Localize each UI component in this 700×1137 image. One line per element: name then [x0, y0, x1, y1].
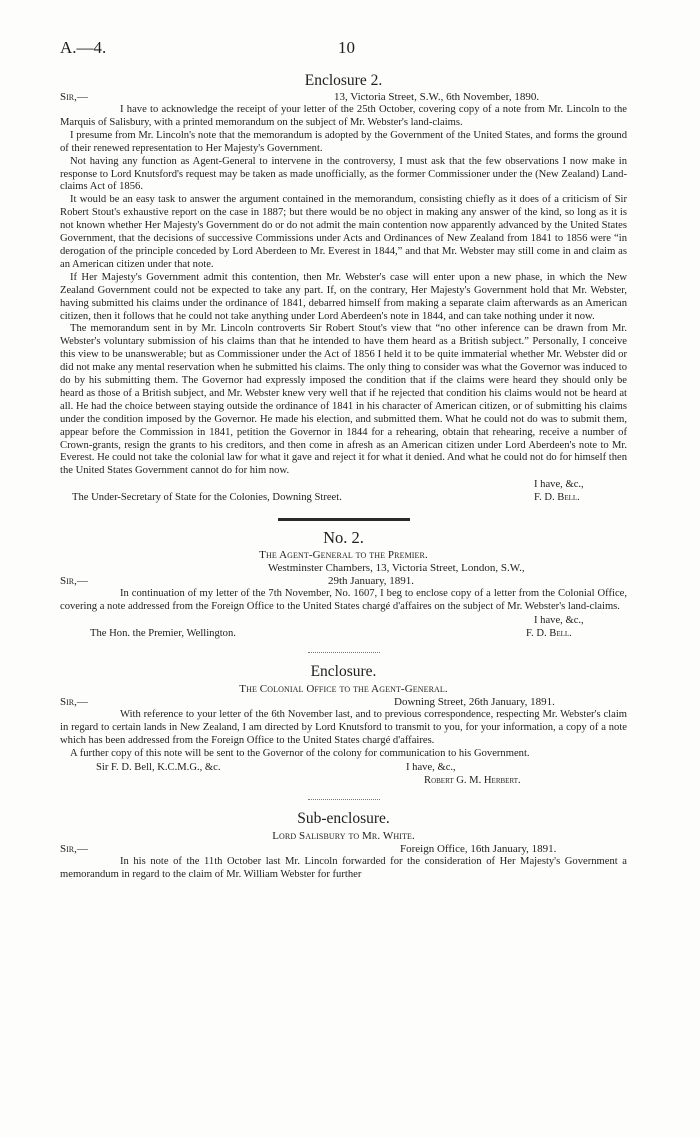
body-paragraph: I presume from Mr. Lincoln's note that the memorandum is adopted by the Government of the United States, and forms the ground of their renewed representation to Her Majesty's Government. — [60, 129, 627, 154]
closing-formula: I have, &c., — [534, 615, 584, 627]
addressee-line — [60, 491, 627, 504]
closing-and-addressee — [60, 761, 627, 774]
signature: F. D. Bell. — [526, 628, 572, 640]
closing-formula: I have, &c., — [534, 479, 584, 491]
body-paragraph: The memorandum sent in by Mr. Lincoln controverts Sir Robert Stout's view that “no other inference can be drawn from Mr. Webster's voluntary submission of his claims than that he intended to have them heard as a British subject.” Personally, I conceive this view to be unanswerable; but as Commissioner under the Act of 1856 I held it to be quite immaterial whether Mr. Webster did or did not make any mental reservation when he submitted his claims. The only thing to consider was what the Governor was induced to do by his submitting them. The Governor had expressly imposed the condition that if the claims were heard they should only be heard as those of a British subject, and Mr. Webster knew very well that if he rejected that condition his claims would not be heard at all. He had the choice between staying outside the ordinance of 1841 in his character of American citizen, or of submitting his claims under the condition imposed by the Governor. He made his election, and submitted them. What he could not do was to submit them, appear before the Commission in 1841, petition the Governor in 1844 for a rehearing, obtain that rehearing, receive a number of Crown-grants, resign the grants to his creditors, and then come in afresh as an American citizen under Lord Aberdeen's note to Mr. Everest. He could not take the colonial law for what it gave and reject it for what it denied. And what he could not do for himself then the United States Government cannot do for him now. — [60, 323, 627, 477]
enclosure-2-heading: Enclosure 2. — [304, 72, 383, 89]
sub-enclosure-section — [60, 810, 627, 882]
no-2-heading: No. 2. — [323, 528, 364, 548]
closing-line — [60, 614, 627, 627]
no-2-date-line — [60, 575, 627, 588]
enclosure-heading: Enclosure. — [310, 663, 377, 681]
letter-date: 29th January, 1891. — [328, 575, 415, 588]
letter-address: Downing Street, 26th January, 1891. — [394, 696, 555, 709]
enclosure-2-section — [60, 72, 627, 504]
signature: Robert G. M. Herbert. — [424, 774, 521, 786]
enclosure-section — [60, 663, 627, 787]
sub-enclosure-heading: Sub-enclosure. — [297, 809, 390, 827]
salutation: Sir,— — [60, 696, 88, 709]
body-paragraph: Not having any function as Agent-General to intervene in the controversy, I must ask that the few observations I now make in response to Lord Knutsford's request may be taken as made unofficially, as the former Commissioner under the (New Zealand) Land-claims Act of 1856. — [60, 155, 627, 193]
addressee: The Under-Secretary of State for the Colonies, Downing Street. — [72, 492, 342, 504]
page-number: 10 — [338, 38, 355, 57]
body-paragraph: In continuation of my letter of the 7th November, No. 1607, I beg to enclose copy of a letter from the Colonial Office, covering a note addressed from the Foreign Office to the United States chargé d'affaires on the subject of Mr. Webster's land-claims. — [60, 588, 627, 613]
parliamentary-paper-reference: A.—4. — [60, 38, 107, 57]
enclosure-address-line — [60, 696, 627, 709]
document-page — [60, 38, 627, 882]
page-header — [60, 38, 627, 64]
addressee: The Hon. the Premier, Wellington. — [90, 628, 236, 640]
letter-subhead: Lord Salisbury to Mr. White. — [272, 829, 415, 842]
salutation: Sir,— — [60, 842, 88, 855]
addressee: Sir F. D. Bell, K.C.M.G., &c. — [96, 761, 221, 773]
section-divider — [308, 652, 380, 653]
addressee-line — [60, 627, 627, 640]
body-paragraph: A further copy of this note will be sent to the Governor of the colony for communication to his Government. — [70, 747, 530, 759]
section-divider — [278, 518, 410, 521]
no-2-section — [60, 529, 627, 640]
body-paragraph: If Her Majesty's Government admit this contention, then Mr. Webster's case will enter upon a new phase, in which the New Zealand Government could not be expected to take any part. If, on the contrary, Her Majesty's Government hold that Mr. Webster, having submitted his claims under the ordinance of 1841, debarred himself from making a separate claim afterwards as an American citizen, then it follows that he could not take anything under Lord Aberdeen's note in 1844, and can take nothing under it now. — [60, 271, 627, 322]
closing-line — [60, 478, 627, 491]
section-divider — [308, 799, 380, 800]
letter-address: 13, Victoria Street, S.W., 6th November, 1890. — [334, 91, 540, 103]
salutation: Sir,— — [60, 575, 88, 588]
salutation: Sir,— — [60, 91, 88, 103]
no-2-address-line — [60, 562, 627, 575]
letter-address: Foreign Office, 16th January, 1891. — [400, 842, 557, 855]
body-paragraph: With reference to your letter of the 6th November last, and to previous correspondence, respecting Mr. Webster's claim in regard to certain lands in New Zealand, I am directed by Lord Knutsford to transmit to you, for your information, a copy of a note which has been addressed from the Foreign Office to the United States chargé d'affaires. — [60, 709, 627, 746]
letter-subhead: The Agent-General to the Premier. — [259, 549, 428, 562]
letter-subhead: The Colonial Office to the Agent-General. — [239, 683, 448, 696]
body-paragraph: In his note of the 11th October last Mr. Lincoln forwarded for the consideration of Her Majesty's Government a memorandum in regard to the claim of Mr. William Webster for further — [60, 855, 627, 880]
closing-formula: I have, &c., — [406, 761, 456, 773]
signature-line — [60, 774, 627, 787]
body-paragraph: I have to acknowledge the receipt of your letter of the 25th October, covering copy of a note from Mr. Lincoln to the Marquis of Salisbury, with a printed memorandum on the subject of Mr. Webster's land-claims. — [60, 104, 627, 128]
signature: F. D. Bell. — [534, 492, 580, 504]
body-paragraph: It would be an easy task to answer the argument contained in the memorandum, consisting chiefly as it does of a criticism of Sir Robert Stout's exhaustive report on the case in 1887; but there would be no object in making any answer of the kind, so long as it is not known whether Her Majesty's Government do or do not admit the main contention now apparently advanced by the United States Government, that the decisions of successive Commissions under Acts and Ordinances of New Zealand from 1841 to 1856 were “in derogation of the principle conceded by Lord Aberdeen to Mr. Everest in 1844,” and that Mr. Webster may still come in and claim as an American citizen under that note. — [60, 194, 627, 270]
sub-enclosure-address-line — [60, 843, 627, 856]
letter-address: Westminster Chambers, 13, Victoria Street, London, S.W., — [268, 562, 525, 575]
enclosure-2-address-line — [60, 91, 627, 104]
